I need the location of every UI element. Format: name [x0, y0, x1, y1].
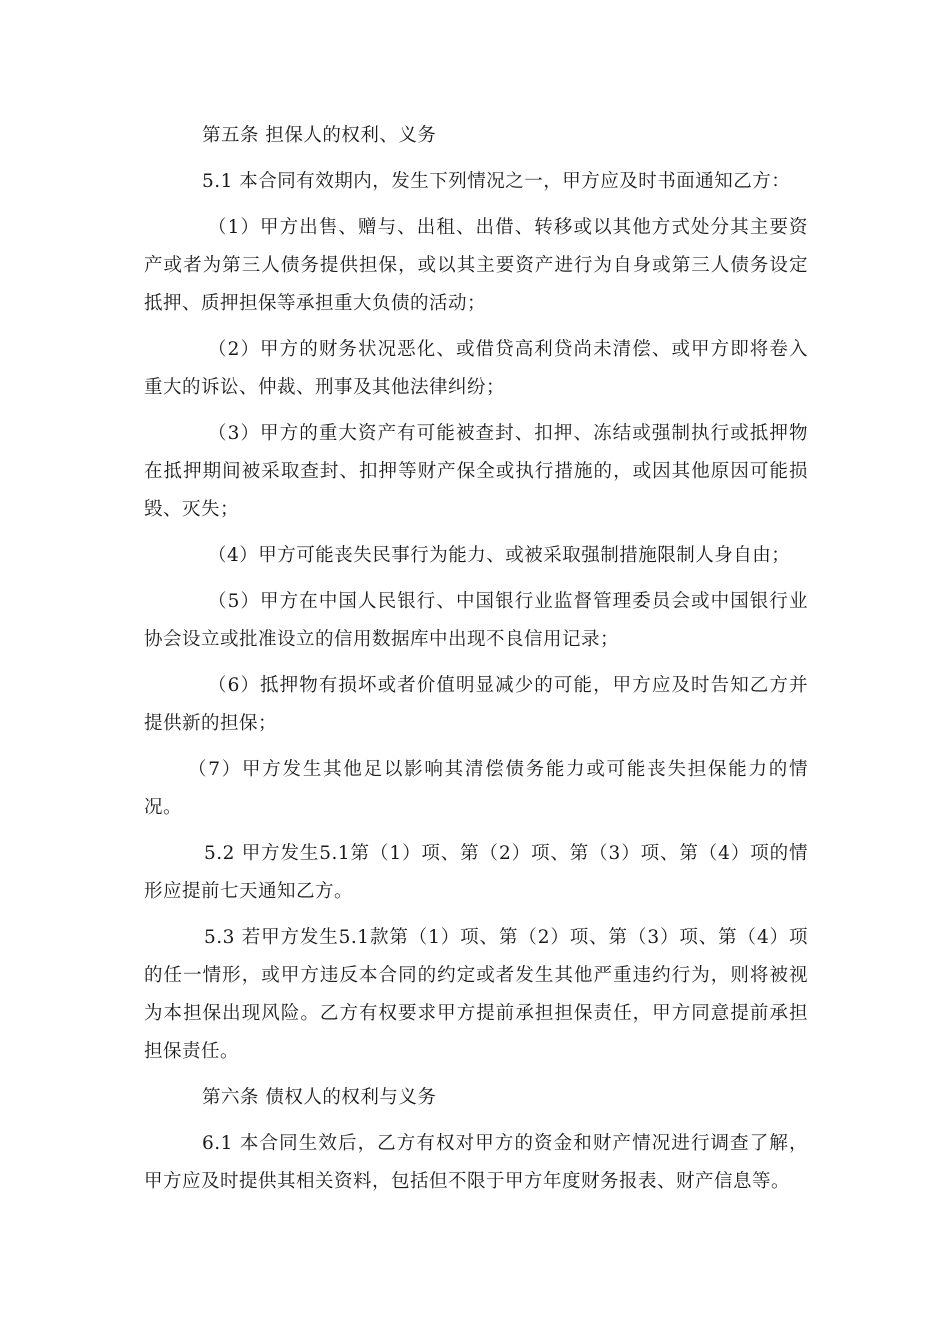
clause-6-1: 6.1 本合同生效后，乙方有权对甲方的资金和财产情况进行调查了解，甲方应及时提供其相关资料，包括但不限于甲方年度财务报表、财产信息等。	[144, 1133, 808, 1192]
clause-5-1-item-5: （5）甲方在中国人民银行、中国银行业监督管理委员会或中国银行业协会设立或批准设立的信用数据库中出现不良信用记录；	[144, 591, 808, 650]
clause-5-3: 5.3 若甲方发生5.1款第（1）项、第（2）项、第（3）项、第（4）项的任一情形，或甲方违反本合同的约定或者发生其他严重违约行为，则将被视为本担保出现风险。乙方有权要求甲方提前承担担保责任，甲方同意提前承担担保责任。	[144, 927, 808, 1062]
clause-5-2: 5.2 甲方发生5.1第（1）项、第（2）项、第（3）项、第（4）项的情形应提前七天通知乙方。	[144, 843, 808, 902]
clause-5-1-item-7: （7）甲方发生其他足以影响其清偿债务能力或可能丧失担保能力的情况。	[144, 759, 808, 818]
clause-5-1: 5.1 本合同有效期内，发生下列情况之一，甲方应及时书面通知乙方：	[202, 171, 791, 192]
clause-5-1-item-1: （1）甲方出售、赠与、出租、出借、转移或以其他方式处分其主要资产或者为第三人债务提供担保，或以其主要资产进行为自身或第三人债务设定抵押、质押担保等承担重大负债的活动；	[144, 217, 808, 314]
document-body	[144, 117, 808, 1209]
clause-5-1-item-3: （3）甲方的重大资产有可能被查封、扣押、冻结或强制执行或抵押物在抵押期间被采取查封、扣押等财产保全或执行措施的，或因其他原因可能损毁、灭失；	[144, 423, 808, 520]
clause-5-1-item-4: （4）甲方可能丧失民事行为能力、或被采取强制措施限制人身自由；	[208, 545, 791, 566]
clause-5-1-item-2: （2）甲方的财务状况恶化、或借贷高利贷尚未清偿、或甲方即将卷入重大的诉讼、仲裁、刑事及其他法律纠纷；	[144, 339, 808, 398]
article-5-heading: 第五条 担保人的权利、义务	[202, 125, 437, 146]
article-6-heading: 第六条 债权人的权利与义务	[202, 1087, 437, 1108]
clause-5-1-item-6: （6）抵押物有损坏或者价值明显减少的可能，甲方应及时告知乙方并提供新的担保；	[144, 675, 808, 734]
